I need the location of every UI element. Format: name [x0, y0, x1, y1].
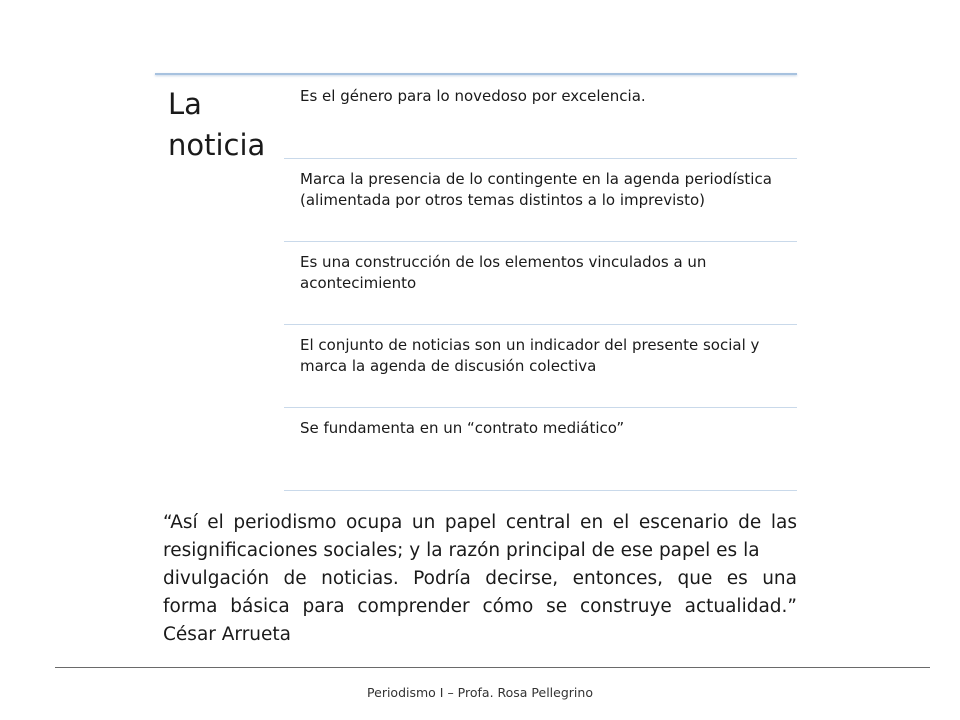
slide-title-line-1: La: [168, 87, 202, 121]
quote-line: resignificaciones sociales; y la razón principal de ese papel es la: [163, 540, 760, 561]
list-item: Es una construcción de los elementos vinculados a un acontecimiento: [284, 242, 797, 325]
quote-line: divulgación de noticias. Podría decirse, entonces, que es una: [163, 568, 797, 589]
footer-divider: [55, 667, 930, 668]
footer-text: Periodismo I – Profa. Rosa Pellegrino: [367, 685, 593, 700]
list-item: El conjunto de noticias son un indicador del presente social y marca la agenda de discusión colectiva: [284, 325, 797, 408]
top-divider: [155, 73, 797, 75]
list-item: Se fundamenta en un “contrato mediático”: [284, 408, 797, 491]
slide-title: [168, 84, 280, 166]
quote-author: César Arrueta: [163, 624, 292, 645]
definition-list: [284, 76, 797, 491]
list-item: Marca la presencia de lo contingente en la agenda periodística (alimentada por otros temas distintos a lo imprevisto): [284, 159, 797, 242]
list-item: Es el género para lo novedoso por excelencia.: [284, 76, 797, 159]
slide-title-line-2: noticia: [168, 128, 266, 162]
quote-block: [163, 509, 797, 649]
quote-line: “Así el periodismo ocupa un papel central en el escenario de las: [163, 512, 797, 533]
quote-line: forma básica para comprender cómo se construye actualidad.”: [163, 596, 797, 617]
